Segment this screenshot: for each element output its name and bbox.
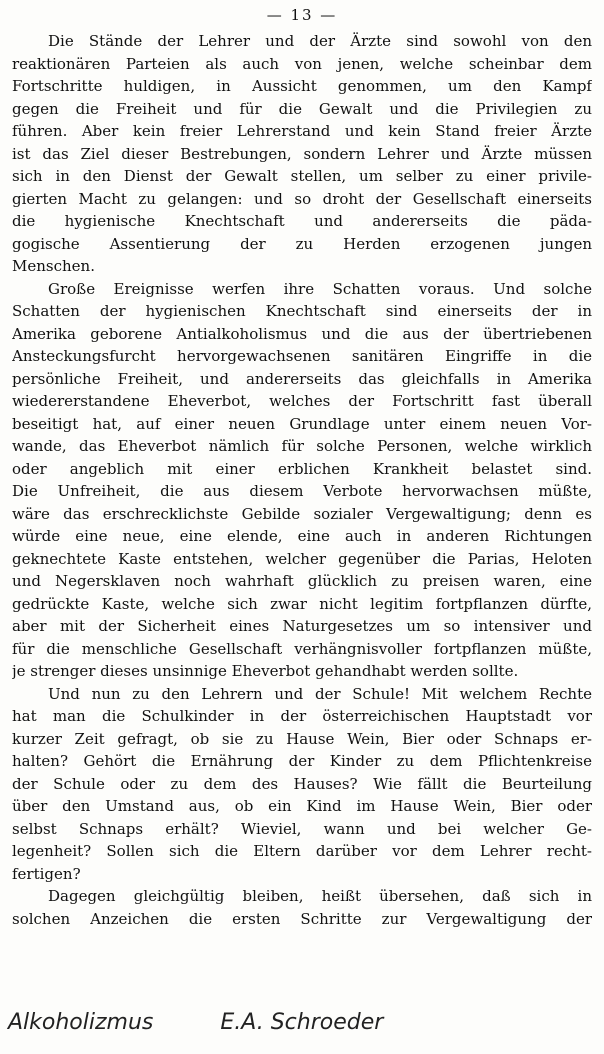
page-number: — 13 — [266, 6, 338, 24]
text-line: über den Umstand aus, ob ein Kind im Hause Wein, Bier oder [12, 797, 592, 815]
text-line: der Schule oder zu dem des Hauses? Wie fällt die Beurteilung [12, 774, 592, 793]
text-line: oder angeblich mit einer erblichen Krankheit belastet sind. [12, 459, 592, 478]
text-line: gegen die Freiheit und für die Gewalt und die Privilegien zu [12, 99, 592, 118]
text-line: die hygienische Knechtschaft und andererseits die päda- [12, 212, 592, 230]
text-line: Ansteckungsfurcht hervorgewachsenen sanitären Eingriffe in die [12, 347, 592, 365]
text-line: solchen Anzeichen die ersten Schritte zur Vergewaltigung der [12, 909, 592, 928]
text-line: Fortschritte huldigen, in Aussicht genommen, um den Kampf [12, 77, 592, 95]
handwritten-author: E.A. Schroeder [220, 1010, 384, 1035]
text-line: Und nun zu den Lehrern und der Schule! Mit welchem Rechte [48, 684, 592, 703]
text-line: Die Stände der Lehrer und der Ärzte sind sowohl von den [48, 32, 592, 50]
text-line: halten? Gehört die Ernährung der Kinder zu dem Pflichtenkreise [12, 752, 592, 770]
text-line: sich in den Dienst der Gewalt stellen, um selber zu einer privile- [12, 167, 592, 185]
text-line: wiedererstandene Eheverbot, welches der Fortschritt fast überall [12, 392, 592, 410]
text-line: persönliche Freiheit, und andererseits das gleichfalls in Amerika [12, 369, 592, 388]
text-line: Menschen. [12, 257, 95, 275]
text-line: gedrückte Kaste, welche sich zwar nicht legitim fortpflanzen dürfte, [12, 594, 592, 613]
text-line: geknechtete Kaste entstehen, welcher gegenüber die Parias, Heloten [12, 549, 592, 568]
text-line: reaktionären Parteien als auch von jenen, welche scheinbar dem [12, 54, 592, 73]
text-line: aber mit der Sicherheit eines Naturgesetzes um so intensiver und [12, 617, 592, 635]
text-line: je strenger dieses unsinnige Eheverbot gehandhabt werden sollte. [12, 662, 519, 680]
text-line: Dagegen gleichgültig bleiben, heißt übersehen, daß sich in [48, 887, 592, 905]
text-line: für die menschliche Gesellschaft verhängnisvoller fortpflanzen müßte, [12, 639, 592, 658]
text-line: legenheit? Sollen sich die Eltern darüber vor dem Lehrer recht- [12, 842, 592, 860]
text-line: kurzer Zeit gefragt, ob sie zu Hause Wein, Bier oder Schnaps er- [12, 729, 592, 748]
text-line: Die Unfreiheit, die aus diesem Verbote hervorwachsen müßte, [12, 482, 592, 500]
body-text [12, 30, 592, 930]
text-line: fertigen? [12, 864, 81, 883]
handwritten-subject: Alkoholizmus [8, 1010, 154, 1035]
text-line: gierten Macht zu gelangen: und so droht der Gesellschaft einerseits [12, 189, 592, 208]
text-line: gogische Assentierung der zu Herden erzogenen jungen [12, 234, 592, 253]
text-line: ist das Ziel dieser Bestrebungen, sondern Lehrer und Ärzte müssen [12, 144, 592, 163]
handwritten-annotation [8, 1010, 598, 1050]
text-line: Amerika geborene Antialkoholismus und die aus der übertriebenen [12, 324, 592, 343]
text-line: führen. Aber kein freier Lehrerstand und kein Stand freier Ärzte [12, 122, 592, 140]
text-line: und Negersklaven noch wahrhaft glücklich zu preisen waren, eine [12, 572, 592, 590]
text-line: Schatten der hygienischen Knechtschaft sind einerseits der in [12, 302, 592, 320]
text-line: beseitigt hat, auf einer neuen Grundlage unter einem neuen Vor- [12, 414, 592, 433]
text-line: selbst Schnaps erhält? Wieviel, wann und bei welcher Ge- [12, 819, 592, 838]
text-line: wäre das erschrecklichste Gebilde sozialer Vergewaltigung; denn es [12, 504, 592, 523]
text-line: hat man die Schulkinder in der österreichischen Hauptstadt vor [12, 707, 592, 725]
text-line: wande, das Eheverbot nämlich für solche Personen, welche wirklich [12, 437, 592, 455]
text-line: würde eine neue, eine elende, eine auch in anderen Richtungen [12, 527, 592, 545]
text-line: Große Ereignisse werfen ihre Schatten voraus. Und solche [48, 279, 592, 298]
